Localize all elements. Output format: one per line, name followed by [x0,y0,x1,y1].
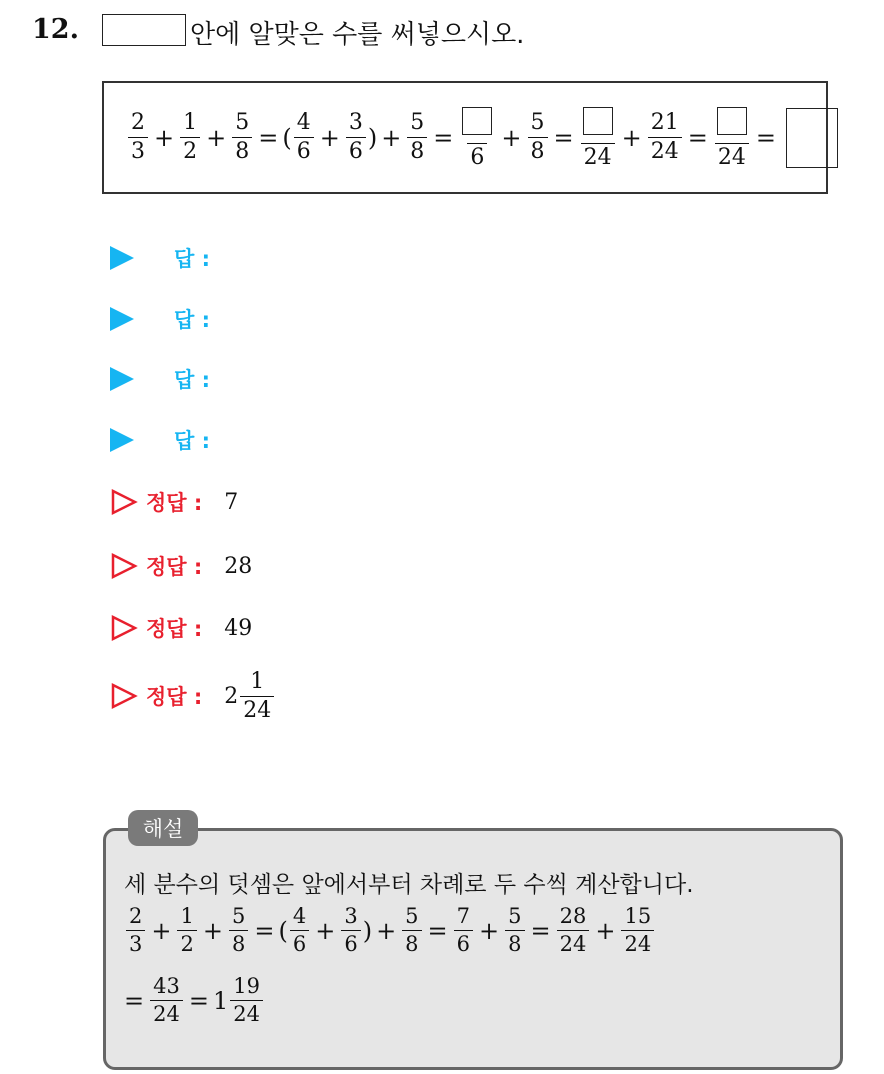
fraction: $\frac{5}{8}$ [232,112,252,163]
plus-sign: + [501,123,522,152]
answer-row[interactable] [110,359,210,399]
plus-sign: + [621,123,642,152]
equation-box [102,81,828,194]
solution-row [110,544,252,588]
equals-sign: = [427,916,448,945]
solution-value: 7 [224,489,239,515]
fraction: $\frac{4}{6}$ [290,906,309,955]
fraction: $\frac{5}{8}$ [229,906,248,955]
outline-triangle-icon [110,552,138,580]
numerator-blank-box[interactable] [583,107,613,135]
explanation-equation-line-1 [124,906,656,955]
fraction: $\frac{2}{3}$ [128,112,148,163]
numerator-blank-box[interactable] [717,107,747,135]
solution-value: 49 [224,615,253,641]
fraction: $\frac{5}{8}$ [505,906,524,955]
explanation-equation-line-2 [124,976,265,1025]
equals-sign: = [433,123,454,152]
solution-row [110,480,238,524]
open-paren: ( [282,123,292,152]
play-triangle-icon [110,428,134,452]
solution-label: 정답 : [146,555,203,579]
fraction: $\frac{21}{24}$ [648,112,682,163]
explanation-text: 세 분수의 덧셈은 앞에서부터 차례로 두 수씩 계산합니다. [124,872,694,898]
equals-sign: = [254,916,275,945]
question-text: 안에 알맞은 수를 써넣으시오. [190,20,525,50]
fraction: $\frac{28}{24}$ [557,906,590,955]
open-paren: ( [278,916,288,945]
fraction: $\frac{1}{2}$ [180,112,200,163]
solution-value: 28 [224,553,253,579]
plus-sign: + [376,916,397,945]
equation-row [126,83,838,192]
solution-value-mixed: 2 $\frac{1}{24}$ [224,671,276,722]
answer-row[interactable] [110,420,210,460]
fraction: $\frac{5}{8}$ [402,906,421,955]
equals-sign: = [687,123,708,152]
fraction: $\frac{5}{8}$ [407,112,427,163]
plus-sign: + [479,916,500,945]
fraction: $\frac{1}{2}$ [177,906,196,955]
question-number: 12. [32,14,79,45]
fraction: $\frac{3}{6}$ [346,112,366,163]
answer-row[interactable] [110,299,210,339]
equals-sign: = [530,916,551,945]
play-triangle-icon [110,246,134,270]
plus-sign: + [202,916,223,945]
solution-row [110,666,276,726]
answer-label: 답 : [174,247,210,271]
play-triangle-icon [110,367,134,391]
plus-sign: + [154,123,175,152]
fraction: $\frac{3}{6}$ [341,906,360,955]
answer-label: 답 : [174,429,210,453]
solution-label: 정답 : [146,491,203,515]
solution-row [110,606,252,650]
fraction: $\frac{5}{8}$ [528,112,548,163]
fraction: $\frac{7}{6}$ [454,906,473,955]
outline-triangle-icon [110,614,138,642]
answer-row[interactable] [110,238,210,278]
fraction-blank-numerator: 24 [714,107,750,169]
answer-label: 답 : [174,368,210,392]
answer-label: 답 : [174,308,210,332]
outline-triangle-icon [110,488,138,516]
plus-sign: + [151,916,172,945]
plus-sign: + [206,123,227,152]
fraction-blank-numerator: 6 [459,107,495,169]
fraction: $\frac{1}{24}$ [240,671,274,722]
close-paren: ) [362,916,373,945]
plus-sign: + [595,916,616,945]
fraction: $\frac{43}{24}$ [150,976,183,1025]
fraction-blank-numerator: 24 [580,107,616,169]
plus-sign: + [381,123,402,152]
equals-sign: = [258,123,279,152]
mixed-whole: 1 [212,986,229,1015]
explanation-tag: 해설 [128,810,198,846]
outline-triangle-icon [110,682,138,710]
equals-sign: = [553,123,574,152]
solution-label: 정답 : [146,685,203,709]
question-blank-box [102,14,186,46]
equals-sign: = [124,986,145,1015]
plus-sign: + [319,123,340,152]
plus-sign: + [315,916,336,945]
solution-label: 정답 : [146,617,203,641]
close-paren: ) [367,123,378,152]
fraction: $\frac{15}{24}$ [621,906,654,955]
fraction: $\frac{4}{6}$ [294,112,314,163]
play-triangle-icon [110,307,134,331]
equals-sign: = [188,986,209,1015]
numerator-blank-box[interactable] [462,107,492,135]
fraction: $\frac{2}{3}$ [126,906,145,955]
final-answer-blank-box[interactable] [786,108,838,168]
equals-sign: = [755,123,776,152]
fraction: $\frac{19}{24}$ [230,976,263,1025]
